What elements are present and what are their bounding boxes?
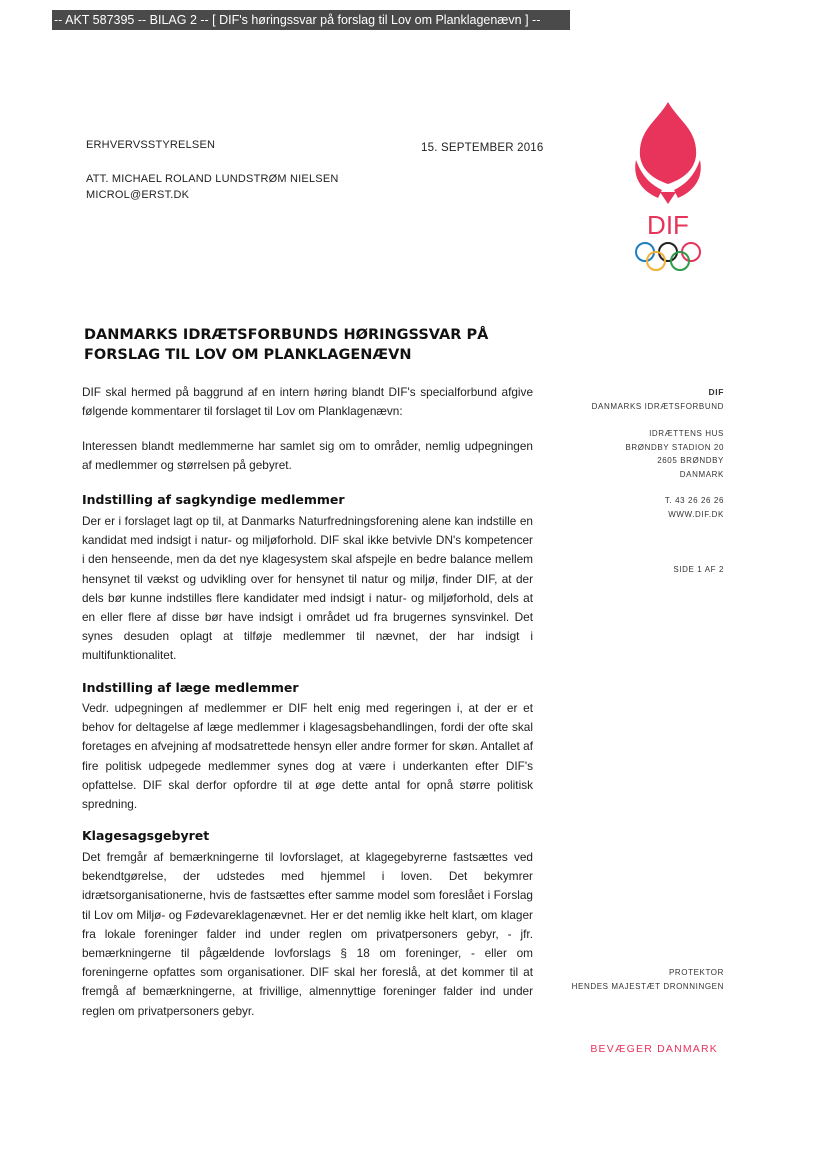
footer-slogan: BEVÆGER DANMARK xyxy=(590,1043,718,1055)
recipient-org: ERHVERVSSTYRELSEN xyxy=(86,139,216,151)
section-body-sagkyndige: Der er i forslaget lagt op til, at Danmarks Naturfredningsforening alene kan indstille en kandidat med indsigt i natur- og miljøforhold. DIF skal ikke betvivle DN's kompetencer i den henseende, men da det nye klagesystem skal afspejle en bedre balance mellem hensynet til vækst og udvikling over for hensynet til natur og miljø, finder DIF, at der dels bør kunne indstilles flere kandidater med indsigt i natur- og miljøforhold, dels at en eller flere af disse bør have indsigt i området ud fra brugernes synsvinkel. Det synes desuden oplagt at tilføje medlemmer til nævnet, der har indsigt i multifunktionalitet. xyxy=(82,514,533,663)
dif-flame-rings-icon xyxy=(628,100,712,276)
sidebar-address-line: 2605 BRØNDBY xyxy=(657,456,724,466)
intro-paragraph: DIF skal hermed på baggrund af en intern høring blandt DIF's specialforbund afgive følgende kommentarer til forslaget til Lov om Planklagenævn: xyxy=(82,385,533,419)
sidebar-protektor xyxy=(572,966,724,993)
sidebar-address xyxy=(625,427,724,481)
sidebar-org-full: DANMARKS IDRÆTSFORBUND xyxy=(591,401,724,411)
sidebar-address-line: IDRÆTTENS HUS xyxy=(649,429,724,438)
sidebar-contact xyxy=(665,494,724,521)
section-heading-gebyr: Klagesagsgebyret xyxy=(82,828,210,843)
letter-title: DANMARKS IDRÆTSFORBUNDS HØRINGSSVAR PÅ FORSLAG TIL LOV OM PLANKLAGENÆVN xyxy=(84,327,489,363)
recipient-email: MICROL@ERST.DK xyxy=(86,189,190,201)
sidebar-org-short: DIF xyxy=(708,387,724,397)
sidebar-page-number: SIDE 1 AF 2 xyxy=(673,565,724,574)
section-heading-sagkyndige: Indstilling af sagkyndige medlemmer xyxy=(82,492,345,507)
document-stamp-bar: -- AKT 587395 -- BILAG 2 -- [ DIF's høringssvar på forslag til Lov om Planklagenævn ] -- xyxy=(52,10,570,30)
section-body-gebyr: Det fremgår af bemærkningerne til lovforslaget, at klagegebyrerne fastsættes ved bekendtgørelse, der udstedes med hjemmel i loven. Det bekymrer idrætsorganisationerne, hvis de fastsættes efter samme model som foreslået i Forslag til Lov om Miljø- og Fødevareklagenævnet. Her er det nemlig ikke helt klart, om klager fra lokale foreninger falder ind under reglen om privatpersoners gebyr, - jfr. bemærkningerne til pågældende lovforslags § 18 om foreninger, - eller om foreningerne opfattes som organisationer. DIF skal her foreslå, at det kommer til at fremgå af bemærkningerne, at frivillige, almennyttige foreninger falder ind under reglen om privatpersoners gebyr. xyxy=(82,850,533,1018)
protektor-label: PROTEKTOR xyxy=(668,968,724,977)
sidebar-phone: T. 43 26 26 26 xyxy=(664,496,724,505)
sidebar-web[interactable]: WWW.DIF.DK xyxy=(668,509,724,519)
section-body-laege: Vedr. udpegningen af medlemmer er DIF helt enig med regeringen i, at der er et behov for deltagelse af læge medlemmer i klagesagsbehandlingen, fordi der ofte skal foretages en afvejning af modsatrettede hensyn eller andre former for skøn. Antallet af fire politisk udpegede medlemmer synes dog at være i underkanten efter DIF's opfattelse. DIF skal derfor opfordre til at øge dette antal for opnå større politisk spredning. xyxy=(82,701,533,812)
letter-date: 15. SEPTEMBER 2016 xyxy=(421,142,544,154)
section-heading-laege: Indstilling af læge medlemmer xyxy=(82,680,299,695)
protektor-name: HENDES MAJESTÆT DRONNINGEN xyxy=(571,981,724,991)
sidebar-address-line: DANMARK xyxy=(679,469,724,479)
intro-paragraph-2: Interessen blandt medlemmerne har samlet sig om to områder, nemlig udpegningen af medlemmer og størrelsen på gebyret. xyxy=(82,439,533,473)
sidebar-org xyxy=(592,386,724,413)
recipient-att: ATT. MICHAEL ROLAND LUNDSTRØM NIELSEN xyxy=(86,173,339,185)
sidebar-address-line: BRØNDBY STADION 20 xyxy=(625,442,724,452)
logo-text: DIF xyxy=(647,210,689,240)
dif-logo xyxy=(628,100,712,276)
